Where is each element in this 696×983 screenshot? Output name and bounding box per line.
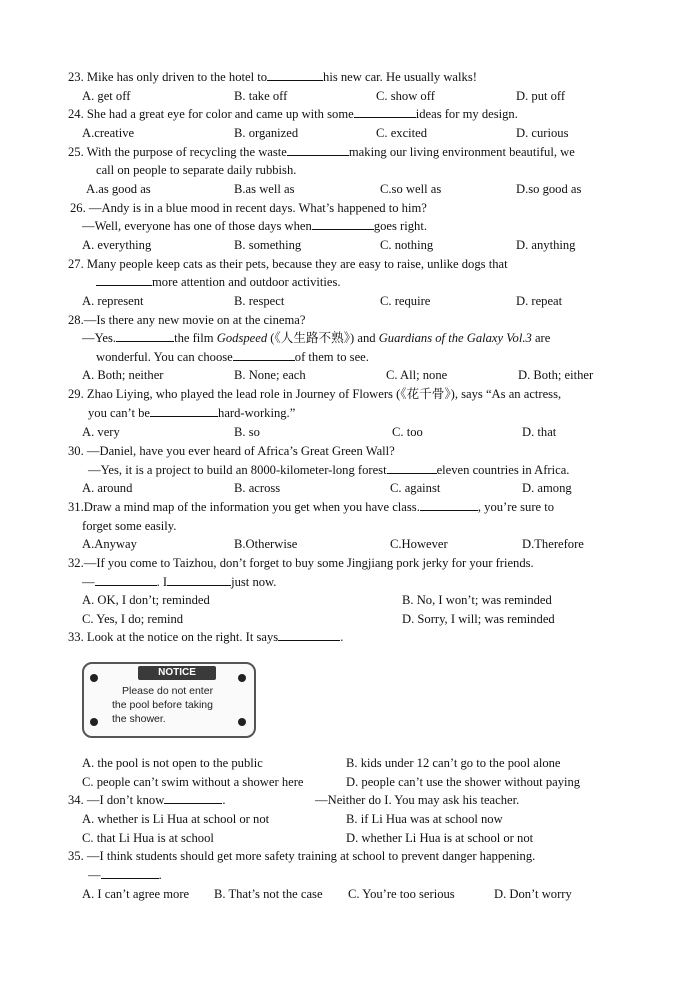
- notice-board: [82, 662, 256, 738]
- q23-option-a[interactable]: A. get off: [82, 89, 131, 103]
- q27-stem-line2: more attention and outdoor activities.: [96, 274, 341, 290]
- q32-option-c[interactable]: C. Yes, I do; remind: [82, 612, 184, 626]
- q35-stem-line2: — .: [88, 868, 162, 882]
- q32-option-d[interactable]: D. Sorry, I will; was reminded: [402, 612, 555, 626]
- q26-option-c[interactable]: C. nothing: [380, 238, 434, 252]
- q28-option-d[interactable]: D. Both; either: [518, 368, 594, 382]
- q31-stem: 31.Draw a mind map of the information you get when you have class. , you’re sure to: [68, 500, 555, 514]
- q29-stem: 29. Zhao Liying, who played the lead role in Journey of Flowers (《花千骨》), says “As an actress,: [68, 387, 562, 401]
- q32-stem: 32.—If you come to Taizhou, don’t forget to buy some Jingjiang pork jerky for your friends.: [68, 556, 534, 570]
- q27-option-c[interactable]: C. require: [380, 294, 431, 308]
- answer-blank[interactable]: [420, 499, 478, 511]
- answer-blank[interactable]: [233, 349, 295, 361]
- answer-blank[interactable]: [101, 867, 159, 879]
- q26-option-d[interactable]: D. anything: [516, 238, 576, 252]
- answer-blank[interactable]: [150, 405, 218, 417]
- q35-stem: 35. —I think students should get more safety training at school to prevent danger happening.: [68, 849, 536, 863]
- q26-option-b[interactable]: B. something: [234, 238, 302, 252]
- q28-option-a[interactable]: A. Both; neither: [82, 368, 164, 382]
- q33-option-c[interactable]: C. people can’t swim without a shower here: [82, 775, 304, 789]
- q31-option-b[interactable]: B.Otherwise: [234, 537, 298, 551]
- q27-option-d[interactable]: D. repeat: [516, 294, 563, 308]
- answer-blank[interactable]: [278, 629, 340, 641]
- q25-stem: 25. With the purpose of recycling the waste making our living environment beautiful, we: [68, 145, 575, 159]
- q34-option-c[interactable]: C. that Li Hua is at school: [82, 831, 214, 845]
- answer-blank[interactable]: [95, 574, 157, 586]
- q28-stem-line2: —Yes. the film Godspeed (《人生路不熟》) and Guardians of the Galaxy Vol.3 are: [82, 331, 551, 345]
- answer-blank[interactable]: [164, 792, 222, 804]
- answer-blank[interactable]: [287, 144, 349, 156]
- q23-option-b[interactable]: B. take off: [234, 89, 288, 103]
- screw-hole-icon: [238, 674, 246, 682]
- q32-option-b[interactable]: B. No, I won’t; was reminded: [402, 593, 552, 607]
- notice-sign: [74, 656, 260, 740]
- q30-option-b[interactable]: B. across: [234, 481, 281, 495]
- answer-blank[interactable]: [116, 330, 174, 342]
- notice-title: NOTICE: [138, 666, 216, 680]
- answer-blank[interactable]: [354, 106, 416, 118]
- q28-option-c[interactable]: C. All; none: [386, 368, 448, 382]
- q29-stem-line2: you can’t be hard-working.”: [88, 406, 296, 420]
- q35-option-c[interactable]: C. You’re too serious: [348, 887, 455, 901]
- q35-option-a[interactable]: A. I can’t agree more: [82, 887, 190, 901]
- q28-stem: 28.—Is there any new movie on at the cinema?: [68, 313, 306, 327]
- screw-hole-icon: [90, 674, 98, 682]
- answer-blank[interactable]: [167, 574, 231, 586]
- q27-option-a[interactable]: A. represent: [82, 294, 144, 308]
- q23-stem: 23. Mike has only driven to the hotel to his new car. He usually walks!: [68, 70, 477, 84]
- q25-option-b[interactable]: B.as well as: [234, 182, 295, 196]
- answer-blank[interactable]: [387, 462, 437, 474]
- q25-option-c[interactable]: C.so well as: [380, 182, 442, 196]
- q25-option-d[interactable]: D.so good as: [516, 182, 582, 196]
- q25-stem-line2: call on people to separate daily rubbish.: [96, 163, 297, 177]
- q23-option-c[interactable]: C. show off: [376, 89, 435, 103]
- answer-blank[interactable]: [312, 218, 374, 230]
- q27-option-b[interactable]: B. respect: [234, 294, 285, 308]
- answer-blank[interactable]: [96, 274, 152, 286]
- q34-stem: 34. —I don’t know .: [68, 793, 226, 807]
- q31-option-c[interactable]: C.However: [390, 537, 448, 551]
- q27-stem: 27. Many people keep cats as their pets, because they are easy to raise, unlike dogs that: [68, 257, 508, 271]
- q33-option-b[interactable]: B. kids under 12 can’t go to the pool alone: [346, 756, 561, 770]
- q32-stem-line2: — . I just now.: [82, 575, 277, 589]
- q26-stem: 26. —Andy is in a blue mood in recent days. What’s happened to him?: [70, 201, 427, 215]
- q24-option-d[interactable]: D. curious: [516, 126, 569, 140]
- q34-option-b[interactable]: B. if Li Hua was at school now: [346, 812, 503, 826]
- q29-option-d[interactable]: D. that: [522, 425, 557, 439]
- q33-option-d[interactable]: D. people can’t use the shower without paying: [346, 775, 581, 789]
- q31-stem-line2: forget some easily.: [82, 519, 177, 533]
- answer-blank[interactable]: [267, 69, 323, 81]
- notice-text: Please do not enter the pool before taking the shower.: [112, 685, 214, 725]
- q30-option-d[interactable]: D. among: [522, 481, 572, 495]
- q29-option-b[interactable]: B. so: [234, 425, 260, 439]
- q31-option-a[interactable]: A.Anyway: [82, 537, 137, 551]
- q33-option-a[interactable]: A. the pool is not open to the public: [82, 756, 263, 770]
- q34-option-a[interactable]: A. whether is Li Hua at school or not: [82, 812, 270, 826]
- q30-option-a[interactable]: A. around: [82, 481, 133, 495]
- q31-option-d[interactable]: D.Therefore: [522, 537, 584, 551]
- q35-option-d[interactable]: D. Don’t worry: [494, 887, 572, 901]
- q30-option-c[interactable]: C. against: [390, 481, 441, 495]
- q25-option-a[interactable]: A.as good as: [86, 182, 151, 196]
- q30-stem: 30. —Daniel, have you ever heard of Africa’s Great Green Wall?: [68, 444, 395, 458]
- q24-option-c[interactable]: C. excited: [376, 126, 428, 140]
- q30-stem-line2: —Yes, it is a project to build an 8000-kilometer-long forest eleven countries in Africa.: [88, 463, 570, 477]
- q33-stem: 33. Look at the notice on the right. It says .: [68, 630, 344, 644]
- q24-option-a[interactable]: A.creative: [82, 126, 135, 140]
- q32-option-a[interactable]: A. OK, I don’t; reminded: [82, 593, 210, 607]
- q26-stem-line2: —Well, everyone has one of those days when goes right.: [82, 219, 427, 233]
- q28-stem-line3: wonderful. You can choose of them to see.: [96, 350, 369, 364]
- q23-option-d[interactable]: D. put off: [516, 89, 566, 103]
- q35-option-b[interactable]: B. That’s not the case: [214, 887, 323, 901]
- q28-option-b[interactable]: B. None; each: [234, 368, 306, 382]
- q26-option-a[interactable]: A. everything: [82, 238, 152, 252]
- q24-stem: 24. She had a great eye for color and came up with some ideas for my design.: [68, 107, 518, 121]
- q24-option-b[interactable]: B. organized: [234, 126, 299, 140]
- q29-option-c[interactable]: C. too: [392, 425, 423, 439]
- q29-option-a[interactable]: A. very: [82, 425, 120, 439]
- q34-option-d[interactable]: D. whether Li Hua is at school or not: [346, 831, 534, 845]
- q34-reply: —Neither do I. You may ask his teacher.: [315, 793, 520, 807]
